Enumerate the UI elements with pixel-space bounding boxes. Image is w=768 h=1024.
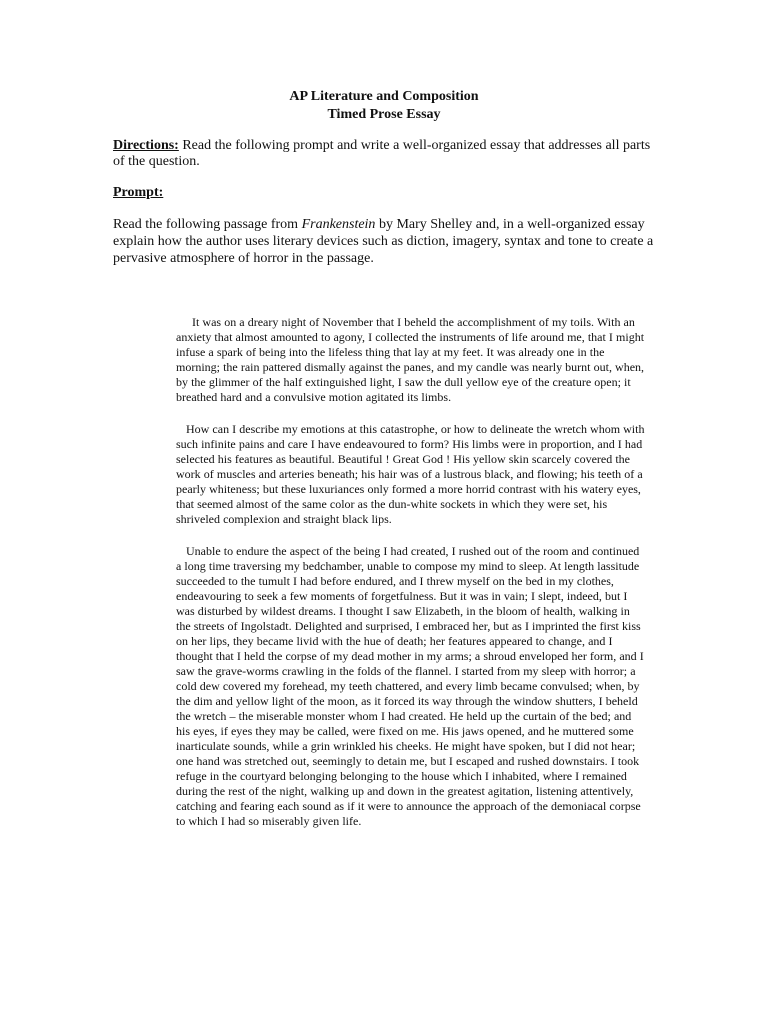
- page-title: [0, 88, 768, 124]
- passage-excerpt: [176, 315, 646, 829]
- prompt-intro-after: by Mary Shelley and, in a well-organized essay explain how the author uses literary devices such as diction, imagery, syntax and tone to create a pervasive atmosphere of horror in the passage.: [113, 217, 654, 266]
- book-title: Frankenstein: [301, 217, 376, 232]
- passage-paragraph: Unable to endure the aspect of the being I had created, I rushed out of the room and continued a long time traversing my bedchamber, unable to compose my mind to sleep. At length lassitude succeeded to the tumult I had before endured, and I threw myself on the bed in my clothes, endeavouring to seek a few moments of forgetfulness. But it was in vain; I slept, indeed, but I was disturbed by wildest dreams. I thought I saw Elizabeth, in the bloom of health, walking in the streets of Ingolstadt. Delighted and surprised, I embraced her, but as I imprinted the first kiss on her lips, they became livid with the hue of death; her features appeared to change, and I thought that I held the corpse of my dead mother in my arms; a shroud enveloped her form, and I saw the grave-worms crawling in the folds of the flannel. I started from my sleep with horror; a cold dew covered my forehead, my teeth chattered, and every limb became convulsed; when, by the dim and yellow light of the moon, as it forced its way through the window shutters, I beheld the wretch – the miserable monster whom I had created. He held up the curtain of the bed; and his eyes, if eyes they may be called, were fixed on me. His jaws opened, and he muttered some inarticulate sounds, while a grin wrinkled his cheeks. He might have spoken, but I did not hear; one hand was stretched out, seemingly to detain me, but I escaped and rushed downstairs. I took refuge in the courtyard belonging belonging to the house which I inhabited, where I remained during the rest of the night, walking up and down in the greatest agitation, listening attentively, catching and fearing each sound as if it were to announce the approach of the demoniacal corpse to which I had so miserably given life.: [176, 544, 644, 828]
- passage-paragraph: How can I describe my emotions at this catastrophe, or how to delineate the wretch whom with such infinite pains and care I have endeavoured to form? His limbs were in proportion, and I had selected his features as beautiful. Beautiful ! Great God ! His yellow skin scarcely covered the work of muscles and arteries beneath; his hair was of a lustrous black, and flowing; his teeth of a pearly whiteness; but these luxuriances only formed a more horrid contrast with his watery eyes, that seemed almost of the same color as the dun-white sockets in which they were set, his shriveled complexion and straight black lips.: [176, 422, 645, 526]
- prompt-text: [113, 216, 658, 267]
- directions-label: Directions:: [113, 138, 179, 153]
- directions-text: Read the following prompt and write a well-organized essay that addresses all parts of the question.: [113, 138, 651, 169]
- assignment-title: Timed Prose Essay: [327, 107, 441, 122]
- passage-paragraph: It was on a dreary night of November that I beheld the accomplishment of my toils. With an anxiety that almost amounted to agony, I collected the instruments of life around me, that I might infuse a spark of being into the lifeless thing that lay at my feet. It was already one in the morning; the rain pattered dismally against the panes, and my candle was nearly burnt out, when, by the glimmer of the half extinguished light, I saw the dull yellow eye of the creature open; it breathed hard and a convulsive motion agitated its limbs.: [176, 315, 645, 404]
- prompt-heading: [113, 185, 163, 201]
- course-title: AP Literature and Composition: [289, 89, 479, 104]
- directions-section: [113, 138, 653, 170]
- prompt-label: Prompt:: [113, 185, 164, 200]
- prompt-intro-before: Read the following passage from: [113, 217, 302, 232]
